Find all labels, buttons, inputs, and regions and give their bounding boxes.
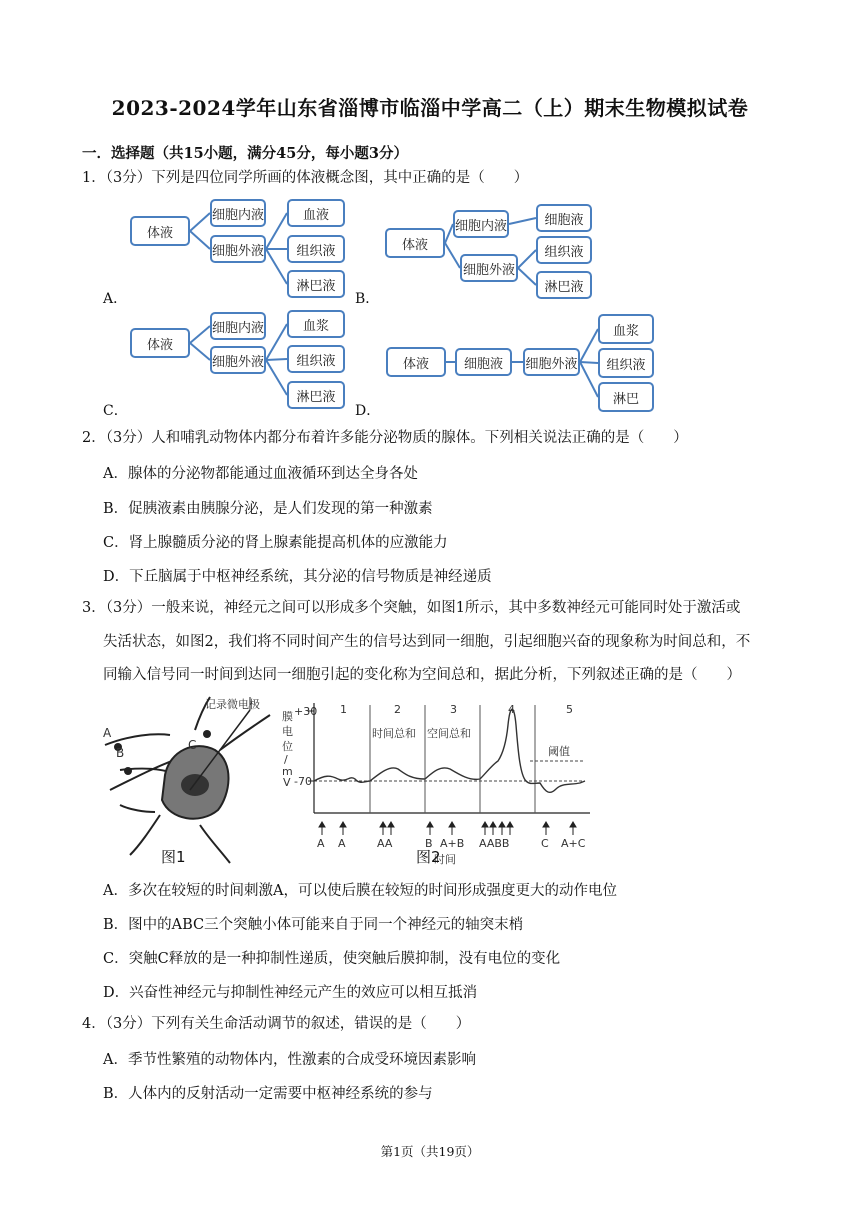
q3-option-a: A．多次在较短的时间刺激A，可以使后膜在较短的时间形成强度更大的动作电位 bbox=[103, 883, 617, 899]
fig2-stim-5: A+B bbox=[440, 837, 465, 850]
q1-label-b: B． bbox=[355, 291, 380, 307]
q2-option-b: B．促胰液素由胰腺分泌，是人们发现的第一种激素 bbox=[103, 501, 433, 517]
diag-b-item-1: 细胞液 bbox=[536, 204, 592, 232]
question-2-stem: 2．（3分）人和哺乳动物体内都分布着许多能分泌物质的腺体。下列相关说法正确的是（ ） bbox=[82, 430, 688, 446]
diag-c-item-3: 淋巴液 bbox=[287, 381, 345, 409]
fig1-label-b: B bbox=[116, 746, 125, 760]
diag-d-item-2: 组织液 bbox=[598, 348, 654, 378]
fig2-segment-1: 1 bbox=[340, 703, 347, 716]
diag-b-item-2: 组织液 bbox=[536, 236, 592, 264]
fig1-label-a: A bbox=[103, 726, 112, 740]
fig2-stim-7: C bbox=[541, 837, 549, 850]
fig2-ylabel-char: m bbox=[282, 765, 293, 778]
diag-d-item-3: 淋巴 bbox=[598, 382, 654, 412]
diag-d-extracellular: 细胞外液 bbox=[523, 348, 580, 376]
fig2-temporal-summation: 时间总和 bbox=[372, 727, 416, 740]
diag-d-item-1: 血浆 bbox=[598, 314, 654, 344]
fig2-threshold-label: 阈值 bbox=[548, 745, 570, 758]
figure-2-caption: 图2 bbox=[416, 848, 441, 866]
q1-label-a: A． bbox=[103, 291, 128, 307]
q3-option-d: D．兴奋性神经元与抑制性神经元产生的效应可以相互抵消 bbox=[103, 985, 478, 1001]
q2-option-d: D．下丘脑属于中枢神经系统，其分泌的信号物质是神经递质 bbox=[103, 569, 492, 585]
diag-a-extracellular: 细胞外液 bbox=[210, 235, 266, 263]
fig2-ylabel-char: 电 bbox=[282, 725, 293, 738]
diag-c-item-1: 血浆 bbox=[287, 310, 345, 338]
diag-c-item-2: 组织液 bbox=[287, 345, 345, 373]
fig2-stim-4: B bbox=[425, 837, 433, 850]
fig2-segment-5: 5 bbox=[566, 703, 573, 716]
diag-c-extracellular: 细胞外液 bbox=[210, 346, 266, 374]
diag-a-item-2: 组织液 bbox=[287, 235, 345, 263]
fig2-y-bottom-tick: -70 bbox=[294, 775, 312, 788]
q4-option-a: A．季节性繁殖的动物体内，性激素的合成受环境因素影响 bbox=[103, 1052, 476, 1068]
diag-a-intracellular: 细胞内液 bbox=[210, 199, 266, 227]
question-3-stem-line-2: 失活状态，如图2，我们将不同时间产生的信号达到同一细胞，引起细胞兴奋的现象称为时间总和，不 bbox=[103, 634, 751, 650]
fig2-stim-3: AA bbox=[377, 837, 393, 850]
fig2-ylabel-char: 位 bbox=[282, 740, 293, 753]
diag-c-intracellular: 细胞内液 bbox=[210, 312, 266, 340]
q4-option-b: B．人体内的反射活动一定需要中枢神经系统的参与 bbox=[103, 1086, 433, 1102]
fig2-stim-8: A+C bbox=[561, 837, 586, 850]
fig2-spatial-summation: 空间总和 bbox=[427, 727, 471, 740]
question-3-stem-line-3: 同输入信号同一时间到达同一细胞引起的变化称为空间总和，据此分析，下列叙述正确的是（ ） bbox=[103, 667, 741, 683]
figure-1-neuron bbox=[100, 695, 280, 870]
q3-option-c: C．突触C释放的是一种抑制性递质，使突触后膜抑制，没有电位的变化 bbox=[103, 951, 561, 967]
fig1-electrode-label: 记录微电极 bbox=[205, 698, 260, 711]
fig2-segment-2: 2 bbox=[394, 703, 401, 716]
page-footer: 第1页（共19页） bbox=[380, 1144, 480, 1159]
q1-label-c: C． bbox=[103, 403, 128, 419]
question-1-stem: 1．（3分）下列是四位同学所画的体液概念图，其中正确的是（ ） bbox=[82, 170, 529, 186]
fig2-segment-4: 4 bbox=[508, 703, 515, 716]
question-3-stem-line-1: 3．（3分）一般来说，神经元之间可以形成多个突触，如图1所示，其中多数神经元可能同时处于激活或 bbox=[82, 600, 741, 616]
diag-a-item-3: 淋巴液 bbox=[287, 270, 345, 298]
diag-d-cell-fluid: 细胞液 bbox=[455, 348, 512, 376]
fig2-stim-1: A bbox=[317, 837, 325, 850]
q2-option-c: C．肾上腺髓质分泌的肾上腺素能提高机体的应激能力 bbox=[103, 535, 448, 551]
diag-b-body-fluid: 体液 bbox=[385, 228, 445, 258]
diag-d-body-fluid: 体液 bbox=[386, 347, 446, 377]
fig2-stim-2: A bbox=[338, 837, 346, 850]
fig2-ylabel-char: V bbox=[283, 776, 291, 789]
fig2-segment-3: 3 bbox=[450, 703, 457, 716]
section-heading: 一．选择题（共15小题，满分45分，每小题3分） bbox=[82, 145, 408, 162]
diag-b-item-3: 淋巴液 bbox=[536, 271, 592, 299]
diag-c-body-fluid: 体液 bbox=[130, 328, 190, 358]
fig2-x-axis-label: 时间 bbox=[434, 853, 456, 866]
diag-b-extracellular: 细胞外液 bbox=[460, 254, 518, 282]
diag-a-item-1: 血液 bbox=[287, 199, 345, 227]
diag-a-body-fluid: 体液 bbox=[130, 216, 190, 246]
q3-option-b: B．图中的ABC三个突触小体可能来自于同一个神经元的轴突末梢 bbox=[103, 917, 524, 933]
fig2-ylabel-char: / bbox=[284, 753, 288, 766]
fig1-label-c: C bbox=[188, 738, 197, 752]
figure-2-membrane-potential-chart bbox=[280, 695, 600, 870]
diag-b-intracellular: 细胞内液 bbox=[453, 210, 509, 238]
fig2-potential-curve bbox=[314, 709, 585, 792]
fig2-ylabel-char: 膜 bbox=[282, 710, 293, 723]
figure-1-caption: 图1 bbox=[161, 848, 186, 866]
fig2-y-top-tick: +30 bbox=[294, 705, 318, 718]
question-4-stem: 4．（3分）下列有关生命活动调节的叙述，错误的是（ ） bbox=[82, 1016, 471, 1032]
q1-label-d: D． bbox=[355, 403, 381, 419]
fig2-stim-6: AABB bbox=[479, 837, 510, 850]
q2-option-a: A．腺体的分泌物都能通过血液循环到达全身各处 bbox=[103, 466, 418, 482]
page-title: 2023-2024学年山东省淄博市临淄中学高二（上）期末生物模拟试卷 bbox=[111, 96, 749, 120]
